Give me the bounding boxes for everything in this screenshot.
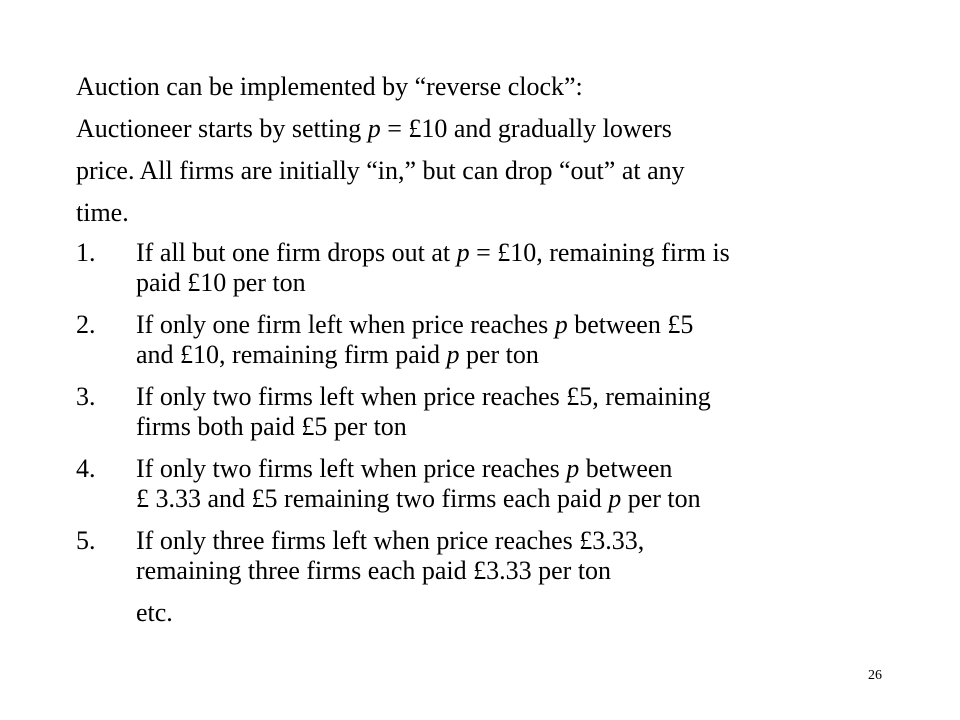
list-item — [76, 238, 896, 298]
list-item-line: £ 3.33 and £5 remaining two firms each paid p per ton — [136, 484, 701, 513]
list-item-line: and £10, remaining firm paid p per ton — [136, 340, 539, 369]
intro-line: price. All firms are initially “in,” but can drop “out” at any — [76, 156, 685, 185]
list-number: 4. — [76, 454, 96, 483]
list-item — [76, 526, 896, 586]
etc-text: etc. — [136, 598, 173, 627]
intro-line: Auction can be implemented by “reverse clock”: — [76, 72, 583, 101]
list-item-line: If only two firms left when price reaches p between — [136, 454, 673, 483]
list-item — [76, 310, 896, 370]
numbered-list — [76, 238, 896, 586]
list-number: 5. — [76, 526, 96, 555]
list-item-line: paid £10 per ton — [136, 268, 306, 297]
list-number: 1. — [76, 238, 96, 267]
list-item-line: If only three firms left when price reaches £3.33, — [136, 526, 645, 555]
list-item-text — [136, 454, 896, 514]
list-item-line: If all but one firm drops out at p = £10, remaining firm is — [136, 238, 730, 267]
list-item — [76, 454, 896, 514]
list-item-line: firms both paid £5 per ton — [136, 412, 407, 441]
slide-body — [76, 66, 896, 628]
list-item-line: If only two firms left when price reaches £5, remaining — [136, 382, 711, 411]
list-item-text — [136, 382, 896, 442]
page-number: 26 — [868, 668, 882, 683]
list-item-text — [136, 526, 896, 586]
list-number: 2. — [76, 310, 96, 339]
list-item-line: If only one firm left when price reaches p between £5 — [136, 310, 694, 339]
list-item-text — [136, 310, 896, 370]
intro-line: time. — [76, 198, 129, 227]
intro-line: Auctioneer starts by setting p = £10 and gradually lowers — [76, 114, 672, 143]
list-item-text — [136, 238, 896, 298]
list-item-line: remaining three firms each paid £3.33 per ton — [136, 556, 612, 585]
list-number: 3. — [76, 382, 96, 411]
list-item — [76, 382, 896, 442]
